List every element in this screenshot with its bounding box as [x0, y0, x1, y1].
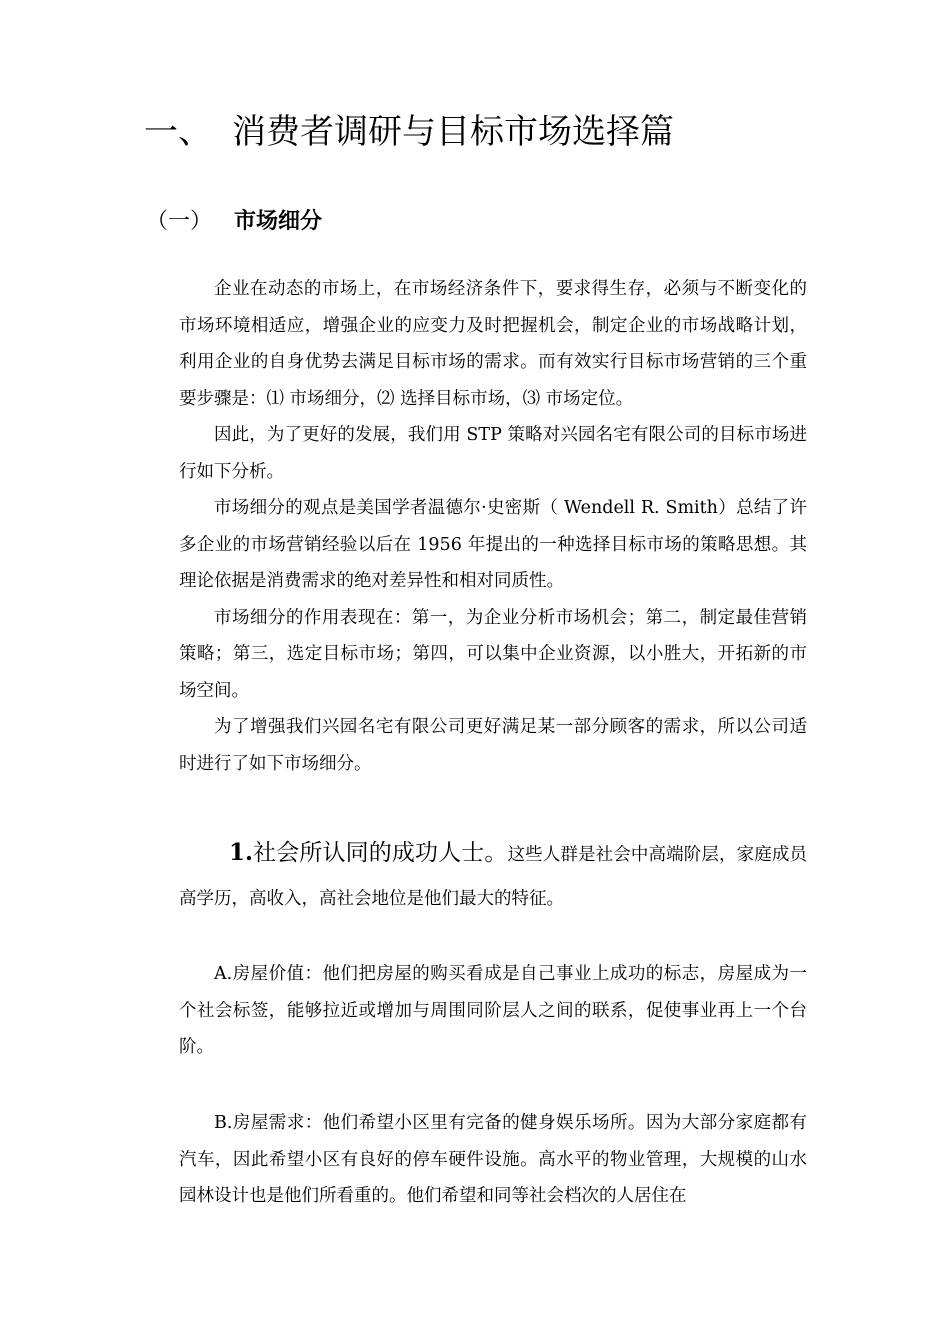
- paragraph: 市场细分的作用表现在：第一，为企业分析市场机会；第二，制定最佳营销策略；第三，选定目标市场；第四，可以集中企业资源，以小胜大，开拓新的市场空间。: [179, 607, 807, 701]
- segment-1-description: 这些人群是社会中高端阶层，家庭成员高学历，高收入，高社会地位是他们最大的特征。: [179, 845, 808, 909]
- paragraph: 企业在动态的市场上，在市场经济条件下，要求得生存，必须与不断变化的市场环境相适应，增强企业的应变力及时把握机会，制定企业的市场战略计划，利用企业的自身优势去满足目标市场的需求。而有效实行目标市场营销的三个重要步骤是：⑴ 市场细分，⑵ 选择目标市场，⑶ 市场定位。: [179, 279, 807, 409]
- paragraph: 市场细分的观点是美国学者温德尔·史密斯（ Wendell R. Smith）总结了许多企业的市场营销经验以后在 1956 年提出的一种选择目标市场的策略思想。其理论依据是消费需求的绝对差异性和相对同质性。: [179, 498, 807, 591]
- point-a-text: A.房屋价值：他们把房屋的购买看成是自己事业上成功的标志，房屋成为一个社会标签，能够拉近或增加与周围同阶层人之间的联系，促使事业再上一个台阶。: [179, 964, 807, 1057]
- segment-1-number: 1.: [229, 839, 254, 866]
- chapter-number: 一、: [144, 112, 212, 152]
- segment-1-title-text: 社会所认同的成功人士。: [253, 840, 508, 866]
- paragraph: 因此，为了更好的发展，我们用 STP 策略对兴园名宅有限公司的目标市场进行如下分析。: [179, 425, 807, 482]
- chapter-heading: [144, 108, 844, 156]
- paragraph: 为了增强我们兴园名宅有限公司更好满足某一部分顾客的需求，所以公司适时进行了如下市场细分。: [179, 717, 807, 774]
- chapter-title: 消费者调研与目标市场选择篇: [232, 112, 674, 152]
- segment-1: [179, 831, 807, 921]
- section-title: 市场细分: [234, 209, 323, 234]
- section-number: （一）: [146, 209, 213, 234]
- point-a: [179, 956, 807, 1066]
- point-b: [179, 1105, 807, 1215]
- section-heading: [146, 204, 546, 240]
- segment-1-title: [179, 840, 508, 866]
- intro-body: [179, 271, 807, 782]
- point-b-text: B.房屋需求：他们希望小区里有完备的健身娱乐场所。因为大部分家庭都有汽车，因此希望小区有良好的停车硬件设施。高水平的物业管理，大规模的山水园林设计也是他们所看重的。他们希望和同等社会档次的人居住在: [179, 1113, 807, 1206]
